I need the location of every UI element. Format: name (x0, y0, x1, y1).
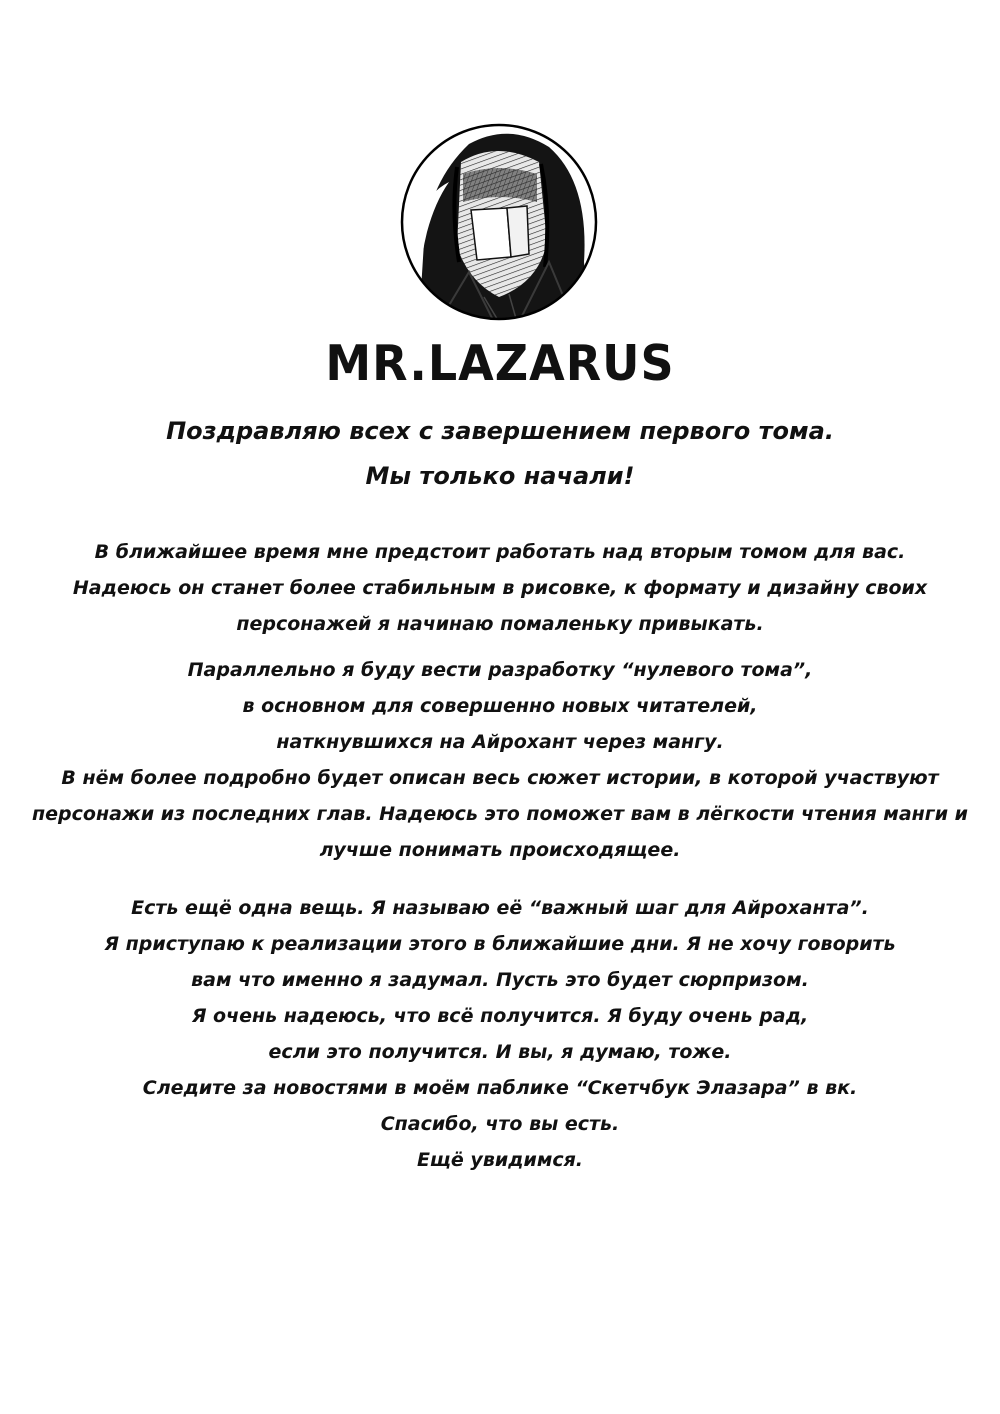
paragraph-line: Параллельно я буду вести разработку “нулевого тома”, (187, 659, 813, 681)
paragraph-line: персонажи из последних глав. Надеюсь это поможет вам в лёгкости чтения манги и (32, 803, 968, 825)
paragraph-line: Есть ещё одна вещь. Я называю её “важный шаг для Айроханта”. (131, 897, 869, 919)
paragraph-line: Я приступаю к реализации этого в ближайшие дни. Я не хочу говорить (104, 933, 896, 955)
paragraph-line: Следите за новостями в моём паблике “Скетчбук Элазара” в вк. (142, 1077, 858, 1099)
author-name: MR.LAZARUS (325, 334, 675, 392)
paragraph-volume-zero (0, 652, 1000, 868)
greeting (0, 409, 1000, 499)
author-avatar (399, 122, 599, 322)
paragraph-line: Я очень надеюсь, что всё получится. Я буду очень рад, (191, 1005, 809, 1027)
paragraph-line: Надеюсь он станет более стабильным в рисовке, к формату и дизайну своих (72, 577, 928, 599)
paragraph-line: В ближайшее время мне предстоит работать над вторым томом для вас. (94, 541, 906, 563)
greeting-line: Поздравляю всех с завершением первого тома. (166, 417, 834, 445)
paragraph-volume-two (0, 534, 1000, 642)
paragraph-important-step (0, 890, 1000, 1178)
paragraph-line: наткнувшихся на Айрохант через мангу. (276, 731, 724, 753)
paragraph-line: Ещё увидимся. (416, 1149, 584, 1171)
greeting-line: Мы только начали! (365, 462, 635, 490)
paragraph-line: лучше понимать происходящее. (319, 839, 681, 861)
paragraph-line: в основном для совершенно новых читателей, (242, 695, 758, 717)
paragraph-line: В нём более подробно будет описан весь сюжет истории, в которой участвуют (61, 767, 939, 789)
paragraph-line: если это получится. И вы, я думаю, тоже. (268, 1041, 732, 1063)
paragraph-line: вам что именно я задумал. Пусть это будет сюрпризом. (191, 969, 809, 991)
paragraph-line: персонажей я начинаю помаленьку привыкать. (236, 613, 764, 635)
paragraph-line: Спасибо, что вы есть. (380, 1113, 620, 1135)
